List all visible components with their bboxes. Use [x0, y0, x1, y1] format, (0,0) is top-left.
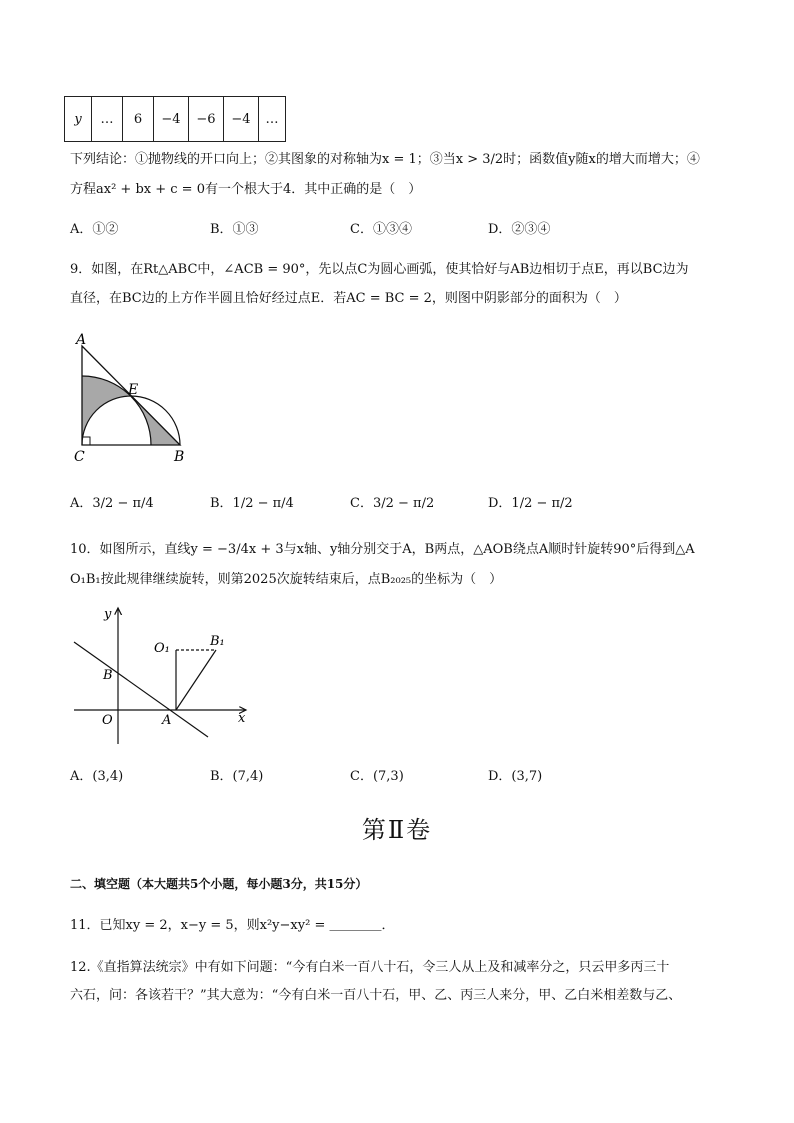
q8-text-line2: 方程ax² + bx + c = 0有一个根大于4．其中正确的是（ ） [70, 182, 422, 197]
q10-option-a: A．(3,4) [70, 769, 124, 784]
q9-option-d: D．1/2 − π/2 [488, 496, 573, 511]
q11-text: 11．已知xy = 2，x−y = 5，则x²y−xy² = ＿＿＿＿． [70, 918, 395, 933]
q12-text-line1: 12.《直指算法统宗》中有如下问题：“今有白米一百八十石，令三人从上及和减率分之，只云甲多丙三十 [70, 960, 670, 975]
q10-line [74, 642, 208, 737]
table-row [65, 97, 286, 142]
q8-text-line1: 下列结论：①抛物线的开口向上；②其图象的对称轴为x = 1；③当x > 3/2时；函数值y随x的增大而增大；④ [70, 152, 700, 167]
q9-right-angle-mark [82, 437, 90, 445]
q10-label-y: y [104, 607, 112, 622]
q9-option-a: A．3/2 − π/4 [70, 496, 154, 511]
value-table [64, 96, 286, 142]
table-cell: −4 [224, 97, 259, 142]
q10-label-o1: O₁ [154, 641, 170, 656]
q8-option-c: C．①③④ [350, 222, 412, 237]
q10-segment-ab1 [176, 650, 216, 710]
q10-figure [70, 600, 260, 750]
q9-text-line2: 直径，在BC边的上方作半圆且恰好经过点E．若AC = BC = 2，则图中阴影部分的面积为（ ） [70, 291, 627, 306]
q10-option-c: C．(7,3) [350, 769, 404, 784]
table-cell: −6 [189, 97, 224, 142]
q8-option-d: D．②③④ [488, 222, 551, 237]
q10-text-line2: O₁B₁按此规律继续旋转，则第2025次旋转结束后，点B₂₀₂₅的坐标为（ ） [70, 572, 503, 587]
section2-heading: 二、填空题（本大题共5个小题，每小题3分，共15分） [70, 877, 368, 891]
table-cell: −4 [154, 97, 189, 142]
q10-label-b1: B₁ [210, 634, 225, 649]
q12-text-line2: 六石，问：各该若干？”其大意为：“今有白米一百八十石，甲、乙、丙三人来分，甲、乙白米相差数与乙、 [70, 988, 682, 1003]
q9-option-b: B．1/2 − π/4 [210, 496, 294, 511]
q9-label-c: C [74, 449, 85, 465]
table-row-label: y [65, 97, 92, 142]
table-cell: … [92, 97, 123, 142]
q9-label-b: B [174, 449, 185, 465]
q10-label-b: B [103, 668, 113, 683]
q8-option-b: B．①③ [210, 222, 259, 237]
q10-label-o: O [102, 713, 113, 728]
q10-label-a: A [162, 713, 172, 728]
q10-label-x: x [238, 711, 246, 726]
q10-option-d: D．(3,7) [488, 769, 543, 784]
table-cell: … [259, 97, 286, 142]
q9-option-c: C．3/2 − π/2 [350, 496, 435, 511]
q10-text-line1: 10．如图所示，直线y = −3/4x + 3与x轴、y轴分别交于A，B两点，△AOB绕点A顺时针旋转90°后得到△A [70, 542, 695, 557]
table-cell: 6 [123, 97, 154, 142]
section-title: 第Ⅱ卷 [361, 816, 433, 844]
q10-option-b: B．(7,4) [210, 769, 264, 784]
q8-option-a: A．①② [70, 222, 119, 237]
q9-label-a: A [76, 332, 87, 348]
q9-label-e: E [128, 382, 139, 398]
q9-figure [70, 330, 200, 465]
q9-text-line1: 9．如图，在Rt△ABC中，∠ACB = 90°，先以点C为圆心画弧，使其恰好与AB边相切于点E，再以BC边为 [70, 262, 689, 277]
